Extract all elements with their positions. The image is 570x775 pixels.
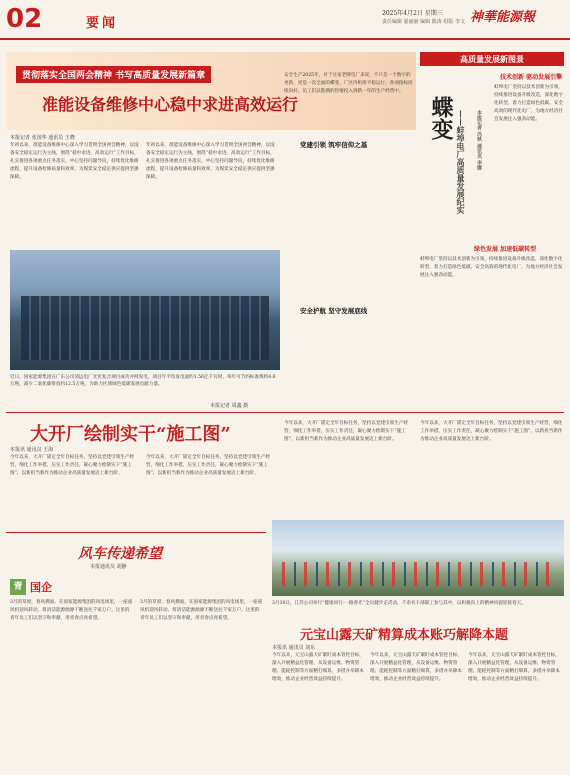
right-subhead-1: 技术创新 驱动发展引擎 bbox=[500, 74, 563, 81]
section-name: 要闻 bbox=[86, 16, 119, 31]
series-head: 高质量发展新图景 bbox=[420, 52, 564, 66]
column-byline: 本报通讯员 胡静 bbox=[90, 564, 127, 570]
editor-credits: 责任编辑 晏丽丽 编辑 陈涛 组版 李文 bbox=[382, 19, 465, 25]
article2-col2: 今年以来，大开厂锚定全年目标任务，坚持以党建引领生产经营，细化工作举措，压实工作责任，凝心聚力绘制实干“施工图”，以新担当新作为推动企业高质量发展迈上新台阶。 bbox=[146, 455, 271, 476]
solar-panel-rows bbox=[21, 296, 269, 361]
newspaper-masthead: 神華能源報 bbox=[470, 10, 536, 25]
youth-column bbox=[6, 532, 266, 772]
walking-event-photo bbox=[272, 520, 564, 596]
article3-headline: 元宝山露天矿精算成本账巧解降本题 bbox=[300, 628, 509, 643]
column-title: 风车传递希望 bbox=[78, 546, 162, 562]
column-text-col2: 3月的草原，春风拂面。在国家能源集团的风电场里，一座座风机迎风转动，将清洁能源源源不断送往千家万户。这里的青年员工们以坚守和奉献，用青春点亮希望。 bbox=[140, 600, 263, 621]
photo2-caption: 3月30日，江苏公司举行“健康同行·一路春光”全员健步走活动，千余名干部职工参与其中，以积极向上的精神风貌迎接春天。 bbox=[272, 601, 526, 606]
lead-byline: 本报记者 张国华 通讯员 王晓 bbox=[10, 135, 75, 141]
right-article-col1: 蚌埠电厂坚持以技术创新为引领，持续推进设备升级改造，深化数字化转型，着力打造绿色低碳、安全高效的现代化电厂，为地方经济社会发展注入强劲动能。 bbox=[494, 85, 563, 122]
article2-col1: 今年以来，大开厂锚定全年目标任务，坚持以党建引领生产经营，细化工作举措，压实工作责任，凝心聚力绘制实干“施工图”，以新担当新作为推动企业高质量发展迈上新台阶。 bbox=[10, 455, 135, 476]
section-divider bbox=[6, 412, 564, 413]
article2-byline: 本报讯 通讯员 王海 bbox=[10, 447, 54, 453]
article3-col2: 今年以来，元宝山露天矿紧盯成本管控目标，深入开展精益化管理，从设备运维、物资管理、能耗控制等方面精打细算，多措并举降本增效，推动企业经营效益持续提升。 bbox=[370, 653, 462, 682]
column-badge-word: 国企 bbox=[30, 581, 52, 594]
right-subhead-2: 绿色发展 加速低碳转型 bbox=[474, 246, 537, 253]
middle-subhead-2: 安全护航 坚守发展底线 bbox=[300, 307, 368, 315]
participants-row bbox=[282, 562, 552, 586]
right-article-col2: 蚌埠电厂坚持以技术创新为引领，持续推进设备升级改造，深化数字化转型，着力打造绿色低碳、安全高效的现代化电厂，为地方经济社会发展注入强劲动能。 bbox=[420, 257, 563, 278]
article3-col3: 今年以来，元宝山露天矿紧盯成本管控目标，深入开展精益化管理，从设备运维、物资管理、能耗控制等方面精打细算，多措并举降本增效，推动企业经营效益持续提升。 bbox=[468, 653, 560, 682]
article3-col1: 今年以来，元宝山露天矿紧盯成本管控目标，深入开展精益化管理，从设备运维、物资管理、能耗控制等方面精打细算，多措并举降本增效，推动企业经营效益持续提升。 bbox=[272, 653, 364, 682]
page-number: 02 bbox=[6, 4, 43, 34]
lead-article-col2: 年初以来，准能设备维修中心深入学习贯彻全国两会精神，以设备安全稳定运行为主线，围绕“稳中求进、高效运行”工作目标，扎实推进各项重点任务落实。中心坚持问题导向，持续优化维修流程，提升设备检修质量和效率，为煤炭安全稳定供应提供坚强保障。 bbox=[146, 143, 275, 180]
photo-credit: 本报记者 周鑫 摄 bbox=[210, 403, 249, 409]
article2-headline: 大开厂绘制实干“施工图” bbox=[30, 424, 231, 445]
article2-col4: 今年以来，大开厂锚定全年目标任务，坚持以党建引领生产经营，细化工作举措，压实工作责任，凝心聚力绘制实干“施工图”，以新担当新作为推动企业高质量发展迈上新台阶。 bbox=[420, 421, 563, 442]
page-header bbox=[0, 0, 570, 40]
article2-col3: 今年以来，大开厂锚定全年目标任务，坚持以党建引领生产经营，细化工作举措，压实工作责任，凝心聚力绘制实干“施工图”，以新担当新作为推动企业高质量发展迈上新台阶。 bbox=[284, 421, 409, 442]
feature-byline: 本报记者 冯秋 通讯员 李娜 bbox=[476, 110, 482, 171]
issue-date: 2025年4月2日 星期三 bbox=[382, 10, 443, 17]
photo-caption: 近日，国家能源集团在广东公司清远电厂光伏复合项目成功并网发电，项目年平均发电量约1.56亿千瓦时，每年可节约标准煤约4.6万吨，减少二氧化碳排放约12.5万吨，为助力区域绿色低碳发展贡献力量。 bbox=[10, 375, 276, 387]
feature-subtitle: ——蚌埠电厂高质量发展纪实 bbox=[456, 110, 466, 214]
campaign-tag: 贯彻落实全国两会精神 书写高质量发展新篇章 bbox=[16, 66, 211, 83]
middle-subhead-1: 党建引领 筑牢信仰之基 bbox=[300, 141, 368, 149]
lead-headline: 准能设备维修中心稳中求进高效运行 bbox=[42, 95, 299, 114]
lead-article-col1: 年初以来，准能设备维修中心深入学习贯彻全国两会精神，以设备安全稳定运行为主线，围绕“稳中求进、高效运行”工作目标，扎实推进各项重点任务落实。中心坚持问题导向，持续优化维修流程，提升设备检修质量和效率，为煤炭安全稳定供应提供坚强保障。 bbox=[10, 143, 139, 180]
column-text-col1: 3月的草原，春风拂面。在国家能源集团的风电场里，一座座风机迎风转动，将清洁能源源源不断送往千家万户。这里的青年员工们以坚守和奉献，用青春点亮希望。 bbox=[10, 600, 133, 621]
solar-farm-photo bbox=[10, 250, 280, 370]
youth-badge-icon: 青 bbox=[10, 579, 26, 595]
feature-title: 蝶变 bbox=[428, 96, 454, 140]
column-banner bbox=[6, 537, 266, 573]
middle-article-text: 安全生产2025年，对于这家老牌电厂来说，不只是一个数字的更新，更是一次全面的蝶变。厂区内机组平稳运行，各项指标持续向好，员工们以饱满的热情投入到新一年的生产经营中。 bbox=[284, 73, 413, 94]
article3-byline: 本报讯 通讯员 刘东 bbox=[272, 645, 316, 651]
